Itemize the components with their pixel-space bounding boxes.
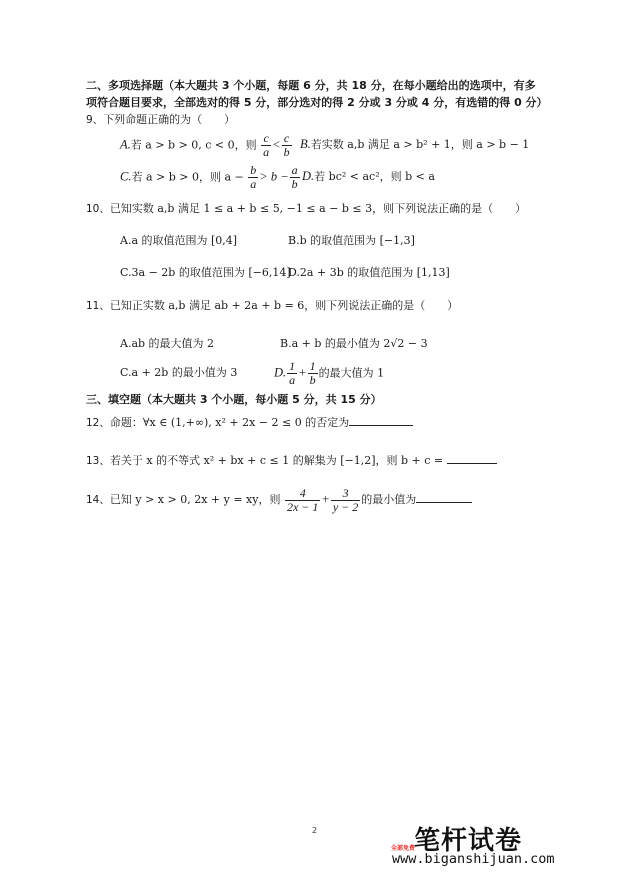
watermark-title: 笔杆试卷: [414, 826, 523, 856]
question-9-option-a: A.若 a > b > 0, c < 0，则 $\frac{c}{a}$ < $\frac{c}{b}$: [120, 131, 290, 159]
question-12: 12、命题：∀x ∈ (1,+∞), x² + 2x − 2 ≤ 0 的否定为: [86, 414, 413, 431]
answer-blank[interactable]: [416, 491, 472, 503]
question-11-stem: 11、已知正实数 a,b 满足 ab + 2a + b = 6，则下列说法正确的是（ ）: [86, 299, 459, 312]
question-11-option-a: A.ab 的最大值为 2: [120, 337, 215, 350]
watermark-tag: 全部免费: [391, 845, 416, 852]
question-9-option-c: C.若 a > b > 0，则 a − $\frac{b}{a}$ > b − $\frac{a}{b}$: [120, 163, 298, 191]
fraction: $\frac{c}{a}$: [263, 131, 270, 159]
question-10-option-b: B.b 的取值范围为 [−1,3]: [288, 234, 415, 247]
page-number: 2: [312, 826, 318, 835]
question-14: 14、已知 y > x > 0, 2x + y = xy，则 $\frac{4}{2x - 1}$ + $\frac{3}{y - 2}$ 的最小值为: [86, 484, 472, 515]
question-9-option-d: D.若 bc² < ac²，则 b < a: [302, 169, 435, 183]
fraction: $\frac{1}{a}$: [289, 359, 296, 387]
question-11-option-d: D. $\frac{1}{a}$ + $\frac{1}{b}$ 的最大值为 1: [274, 359, 385, 387]
answer-blank[interactable]: [349, 414, 413, 426]
question-10-option-a: A.a 的取值范围为 [0,4]: [120, 234, 238, 247]
question-9-stem: [86, 112, 235, 128]
question-9-option-b: B.若实数 a,b 满足 a > b² + 1，则 a > b − 1: [300, 137, 530, 151]
question-13: 13、若关于 x 的不等式 x² + bx + c ≤ 1 的解集为 [−1,2]，则 b + c =: [86, 452, 497, 469]
fraction: $\frac{1}{b}$: [309, 359, 316, 387]
question-11-option-c: C.a + 2b 的最小值为 3: [120, 366, 238, 379]
watermark-url: www.biganshijuan.com: [392, 851, 555, 867]
fraction: $\frac{4}{2x - 1}$: [286, 485, 319, 514]
section-2-header-line-1: 二、多项选择题（本大题共 3 个小题，每题 6 分，共 18 分，在每小题给出的选项中，有多: [86, 79, 536, 92]
fraction: $\frac{3}{y - 2}$: [332, 485, 359, 514]
section-2-header-line-2: 项符合题目要求，全部选对的得 5 分，部分选对的得 2 分或 3 分或 4 分，有选错的得 0 分）: [86, 96, 548, 109]
question-10-option-d: D.2a + 3b 的取值范围为 [1,13]: [288, 266, 450, 279]
fraction: $\frac{b}{a}$: [250, 163, 257, 191]
question-10-stem: 10、已知实数 a,b 满足 1 ≤ a + b ≤ 5, −1 ≤ a − b ≤ 3，则下列说法正确的是（ ）: [86, 202, 527, 215]
question-number: 9、: [86, 114, 104, 126]
question-text: 下列命题正确的为（ ）: [103, 113, 236, 126]
fraction: $\frac{a}{b}$: [291, 163, 298, 191]
fraction: $\frac{c}{b}$: [283, 131, 290, 159]
section-3-header: 三、填空题（本大题共 3 个小题，每小题 5 分，共 15 分）: [86, 393, 382, 406]
answer-blank[interactable]: [447, 452, 497, 464]
question-10-option-c: C.3a − 2b 的取值范围为 [−6,14]: [120, 266, 291, 279]
question-11-option-b: B.a + b 的最小值为 2√2 − 3: [280, 337, 428, 350]
